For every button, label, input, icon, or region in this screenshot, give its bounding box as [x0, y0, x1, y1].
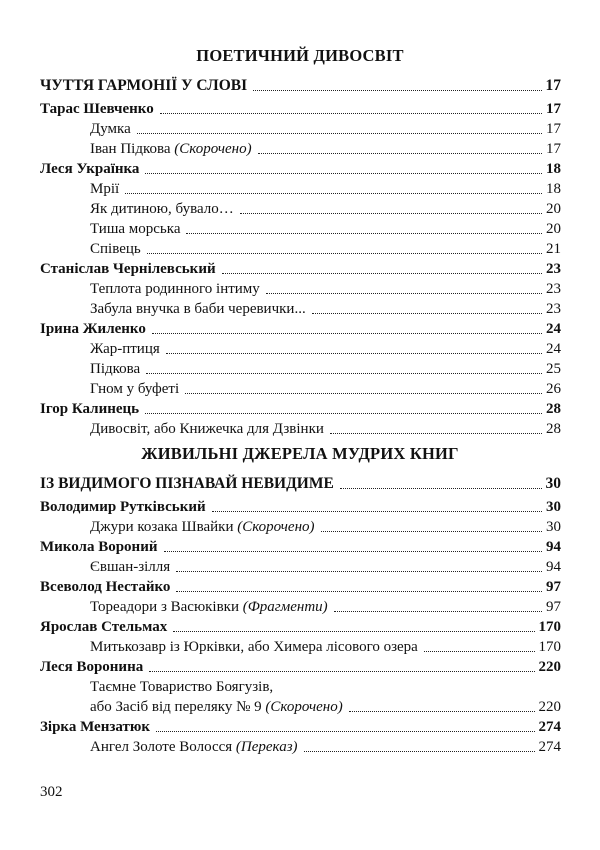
- dot-leader: [147, 253, 542, 254]
- page-ref: 220: [538, 659, 561, 675]
- dot-leader: [160, 113, 542, 114]
- page-ref: 30: [546, 499, 561, 515]
- author-name: Микола Вороний: [40, 539, 158, 555]
- page-ref: 30: [545, 475, 561, 492]
- work-title: [90, 518, 315, 536]
- part-title: ІЗ ВИДИМОГО ПІЗНАВАЙ НЕВИДИМЕ: [40, 475, 334, 492]
- dot-leader: [340, 488, 542, 489]
- dot-leader: [176, 591, 542, 592]
- author-name: Тарас Шевченко: [40, 101, 154, 117]
- dot-leader: [253, 90, 541, 91]
- work-title-line: Таємне Товариство Боягузів,: [90, 679, 274, 695]
- toc-work-row: [90, 238, 561, 258]
- dot-leader: [424, 651, 535, 652]
- page-ref: 97: [546, 579, 561, 595]
- toc-work-row: [90, 736, 561, 756]
- toc-work-row: [90, 358, 561, 378]
- toc-work-row: [90, 378, 561, 398]
- toc-author-row: [40, 318, 561, 338]
- dot-leader: [149, 671, 534, 672]
- section-title: ПОЕТИЧНИЙ ДИВОСВІТ: [196, 46, 404, 65]
- work-title-text: Тореадори з Васюківки: [90, 599, 239, 615]
- toc-author-row: [40, 576, 561, 596]
- toc-author-row: [40, 536, 561, 556]
- toc-part-row: [40, 473, 561, 493]
- page-ref: 170: [538, 619, 561, 635]
- dot-leader: [176, 571, 542, 572]
- page-ref: 274: [538, 719, 561, 735]
- toc-work-row: [90, 138, 561, 158]
- page-ref: 94: [546, 539, 561, 555]
- author-name: Зірка Мензатюк: [40, 719, 150, 735]
- work-title: Забула внучка в баби черевички...: [90, 301, 306, 317]
- work-title: Як дитиною, бувало…: [90, 201, 234, 217]
- dot-leader: [156, 731, 535, 732]
- dot-leader: [166, 353, 542, 354]
- toc-author-row: [40, 656, 561, 676]
- toc-work-row: [90, 218, 561, 238]
- toc-work-row: [90, 636, 561, 656]
- page-ref: 220: [538, 699, 561, 715]
- page-ref: 97: [546, 599, 561, 615]
- page-ref: 26: [546, 381, 561, 397]
- page-ref: 20: [546, 201, 561, 217]
- author-name: Всеволод Нестайко: [40, 579, 171, 595]
- work-title: Дивосвіт, або Книжечка для Дзвінки: [90, 421, 324, 437]
- work-title: [90, 698, 343, 716]
- toc-work-row: [90, 516, 561, 536]
- dot-leader: [145, 173, 542, 174]
- author-name: Леся Воронина: [40, 659, 144, 675]
- author-name: Станіслав Чернілевський: [40, 261, 216, 277]
- section-title: ЖИВИЛЬНІ ДЖЕРЕЛА МУДРИХ КНИГ: [141, 444, 459, 463]
- work-title-text: або Засіб від переляку № 9: [90, 699, 262, 715]
- page-ref: 94: [546, 559, 561, 575]
- dot-leader: [125, 193, 542, 194]
- toc-work-row: [90, 338, 561, 358]
- page-ref: 24: [546, 341, 561, 357]
- page-ref: 28: [546, 401, 561, 417]
- dot-leader: [173, 631, 534, 632]
- page-ref: 18: [546, 161, 561, 177]
- work-title: Гном у буфеті: [90, 381, 180, 397]
- dot-leader: [212, 511, 542, 512]
- dot-leader: [185, 393, 542, 394]
- toc-author-row: [40, 258, 561, 278]
- dot-leader: [266, 293, 542, 294]
- page-ref: 23: [546, 281, 561, 297]
- page-ref: 274: [538, 739, 561, 755]
- toc-author-row: [40, 496, 561, 516]
- page-ref: 18: [546, 181, 561, 197]
- toc-author-row: [40, 98, 561, 118]
- page-ref: 170: [538, 639, 561, 655]
- dot-leader: [152, 333, 542, 334]
- work-title-text: Джури козака Швайки: [90, 519, 234, 535]
- work-note: (Скорочено): [174, 141, 252, 157]
- work-title: [90, 738, 298, 756]
- author-name: Ярослав Стельмах: [40, 619, 168, 635]
- toc-work-row: [90, 298, 561, 318]
- dot-leader: [240, 213, 542, 214]
- part-title: ЧУТТЯ ГАРМОНІЇ У СЛОВІ: [40, 77, 248, 94]
- toc-work-row: [90, 178, 561, 198]
- work-note: (Скорочено): [237, 519, 315, 535]
- toc-author-row: [40, 398, 561, 418]
- dot-leader: [334, 611, 542, 612]
- work-note: (Фрагменти): [242, 599, 328, 615]
- work-title: [90, 140, 252, 158]
- toc-work-row: [90, 418, 561, 438]
- page-number: 302: [40, 784, 63, 800]
- author-name: Леся Українка: [40, 161, 140, 177]
- author-name: Володимир Рутківський: [40, 499, 206, 515]
- work-title: Митькозавр із Юрківки, або Химера лісового озера: [90, 639, 418, 655]
- toc-work-row: [90, 696, 561, 716]
- dot-leader: [164, 551, 543, 552]
- toc-work-row: [90, 556, 561, 576]
- dot-leader: [186, 233, 542, 234]
- dot-leader: [222, 273, 542, 274]
- work-title: Мрії: [90, 181, 120, 197]
- work-title: Підкова: [90, 361, 141, 377]
- page-ref: 23: [546, 261, 561, 277]
- page-ref: 17: [545, 77, 561, 94]
- work-title: Думка: [90, 121, 131, 137]
- page-ref: 17: [546, 141, 561, 157]
- dot-leader: [145, 413, 542, 414]
- toc-part-row: [40, 75, 561, 95]
- toc-work-row: [90, 278, 561, 298]
- dot-leader: [304, 751, 535, 752]
- work-title-text: Іван Підкова: [90, 141, 171, 157]
- toc-author-row: [40, 616, 561, 636]
- work-title: [90, 598, 328, 616]
- dot-leader: [321, 531, 542, 532]
- page-ref: 17: [546, 101, 561, 117]
- work-note: (Скорочено): [265, 699, 343, 715]
- dot-leader: [258, 153, 542, 154]
- work-title: Тиша морська: [90, 221, 181, 237]
- work-title: Євшан-зілля: [90, 559, 171, 575]
- page-ref: 30: [546, 519, 561, 535]
- page-ref: 21: [546, 241, 561, 257]
- toc-author-row: [40, 158, 561, 178]
- dot-leader: [349, 711, 535, 712]
- dot-leader: [146, 373, 542, 374]
- work-title: Співець: [90, 241, 141, 257]
- dot-leader: [312, 313, 542, 314]
- page-ref: 28: [546, 421, 561, 437]
- dot-leader: [330, 433, 542, 434]
- page-ref: 17: [546, 121, 561, 137]
- work-title: Жар-птиця: [90, 341, 160, 357]
- toc-work-row: [90, 118, 561, 138]
- toc-work-row: [90, 198, 561, 218]
- work-title-text: Ангел Золоте Волосся: [90, 739, 233, 755]
- author-name: Ірина Жиленко: [40, 321, 146, 337]
- page-ref: 23: [546, 301, 561, 317]
- work-note: (Переказ): [235, 739, 298, 755]
- toc-work-row: [90, 596, 561, 616]
- page-ref: 20: [546, 221, 561, 237]
- work-title: Теплота родинного інтиму: [90, 281, 260, 297]
- author-name: Ігор Калинець: [40, 401, 140, 417]
- dot-leader: [137, 133, 542, 134]
- page-ref: 24: [546, 321, 561, 337]
- page-ref: 25: [546, 361, 561, 377]
- toc-author-row: [40, 716, 561, 736]
